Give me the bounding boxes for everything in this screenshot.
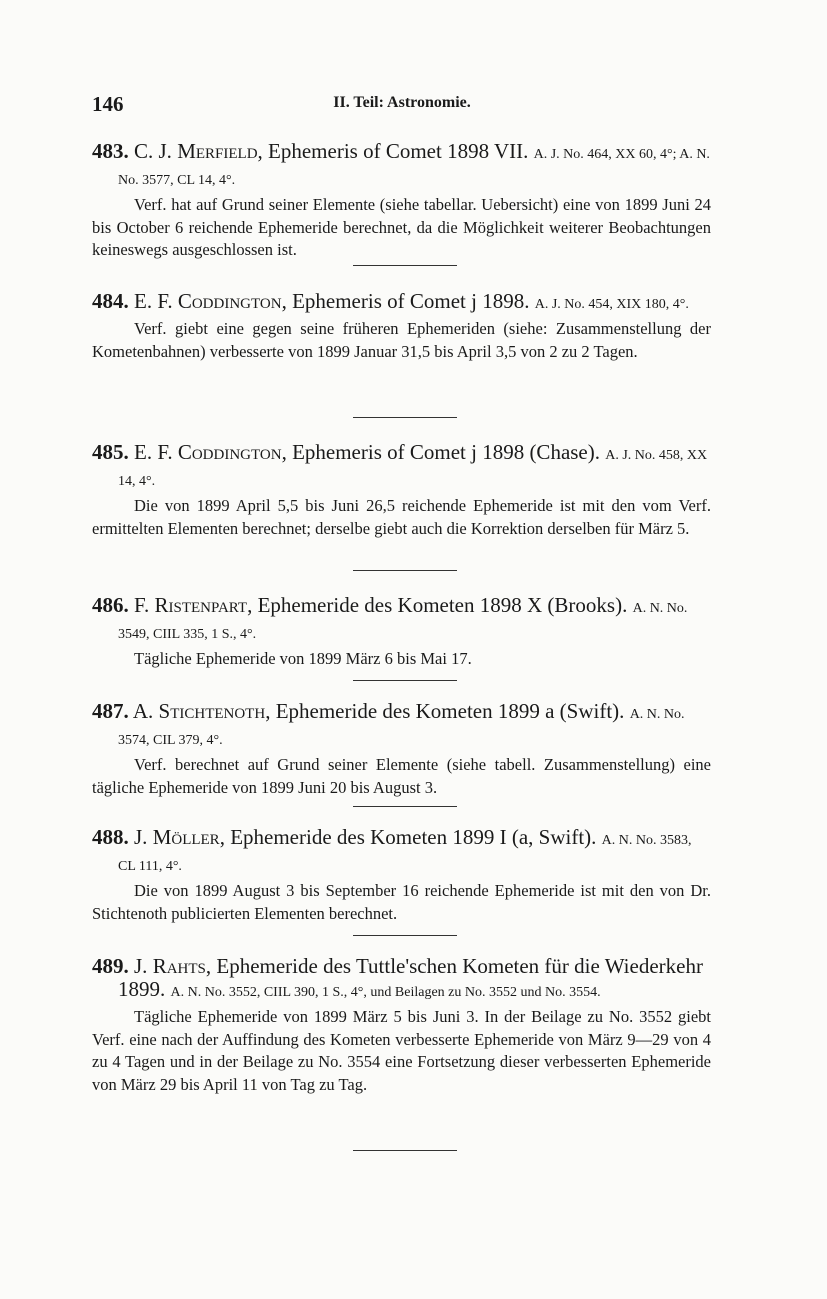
author-initials: E. F. — [134, 440, 173, 464]
author-initials: E. F. — [134, 289, 173, 313]
entry-abstract: Tägliche Ephemeride von 1899 März 6 bis Mai 17. — [134, 649, 472, 668]
entry-citation: A. N. No. 3552, CIIL 390, 1 S., 4°, und Beilagen zu No. 3552 und No. 3554. — [170, 985, 601, 1000]
entry-number: 485. — [92, 440, 129, 464]
entry-citation: A. J. No. 458, XX 14, 4°. — [118, 448, 708, 489]
entry-number: 483. — [92, 139, 129, 163]
entry-heading — [92, 290, 711, 316]
author-name: Rahts — [152, 954, 206, 978]
entry-number: 486. — [92, 593, 129, 617]
entry-486 — [92, 594, 711, 671]
entry-citation: A. N. No. 3549, CIIL 335, 1 S., 4°. — [118, 601, 688, 642]
running-head — [92, 92, 712, 122]
running-title: II. Teil: Astronomie. — [333, 94, 471, 111]
entry-citation: A. J. No. 464, XX 60, 4°; A. N. No. 3577, CL 14, 4°. — [118, 147, 710, 188]
entry-abstract: Verf. hat auf Grund seiner Elemente (siehe tabellar. Uebersicht) eine von 1899 Juni 24 bis October 6 reichende Ephemeride berechnet, da die Möglichkeit weiterer Beobachtungen keineswegs ausgeschlossen ist. — [92, 195, 711, 259]
entry-abstract: Die von 1899 April 5,5 bis Juni 26,5 reichende Ephemeride ist mit den vom Verf. ermittelten Elementen berechnet; derselbe giebt auch die Korrektion derselben für März 5. — [92, 496, 711, 538]
author-name: Coddington — [177, 289, 282, 313]
entry-heading — [92, 594, 711, 646]
entry-abstract: Tägliche Ephemeride von 1899 März 5 bis Juni 3. In der Beilage zu No. 3552 giebt Verf. eine nach der Auffindung des Kometen verbesserte Ephemeride von März 9—29 von 4 zu 4 Tagen und in der Beilage zu No. 3554 eine Fortsetzung dieser verbesserten Ephemeride von März 29 bis April 11 von Tag zu Tag. — [92, 1007, 711, 1094]
entry-heading — [92, 441, 711, 493]
separator-rule — [353, 935, 457, 936]
entry-title: , Ephemeride des Tuttle'schen Kometen für die Wiederkehr 1899. — [118, 954, 703, 1001]
entry-489 — [92, 955, 711, 1096]
entry-title: , Ephemeris of Comet 1898 VII. — [257, 139, 529, 163]
separator-rule — [353, 265, 457, 266]
separator-rule — [353, 680, 457, 681]
entry-485 — [92, 441, 711, 540]
entry-title: , Ephemeride des Kometen 1898 X (Brooks). — [247, 593, 628, 617]
entry-heading — [92, 140, 711, 192]
author-initials: C. J. — [134, 139, 172, 163]
entry-488 — [92, 826, 711, 925]
entry-abstract: Verf. giebt eine gegen seine früheren Ephemeriden (siehe: Zusammenstellung der Kometenbahnen) verbesserte von 1899 Januar 31,5 bis April 3,5 von 2 zu 2 Tagen. — [92, 319, 711, 361]
separator-rule — [353, 1150, 457, 1151]
entry-heading — [92, 700, 711, 752]
author-name: Merfield — [177, 139, 258, 163]
entry-title: , Ephemeride des Kometen 1899 a (Swift). — [265, 699, 625, 723]
separator-rule — [353, 806, 457, 807]
separator-rule — [353, 417, 457, 418]
author-initials: J. — [134, 954, 148, 978]
author-initials: J. — [134, 825, 148, 849]
entry-heading — [92, 955, 711, 1004]
entry-citation: A. N. No. 3574, CIL 379, 4°. — [118, 707, 685, 748]
entry-number: 484. — [92, 289, 129, 313]
author-initials: A. — [132, 699, 154, 723]
author-name: Ristenpart — [154, 593, 248, 617]
entry-abstract: Die von 1899 August 3 bis September 16 reichende Ephemeride ist mit den von Dr. Stichtenoth publicierten Elementen berechnet. — [92, 881, 711, 923]
entry-487 — [92, 700, 711, 799]
author-name: Stichtenoth — [158, 699, 266, 723]
entry-number: 488. — [92, 825, 129, 849]
entry-number: 489. — [92, 954, 129, 978]
entry-title: , Ephemeris of Comet j 1898 (Chase). — [281, 440, 600, 464]
author-initials: F. — [134, 593, 150, 617]
entry-abstract: Verf. berechnet auf Grund seiner Elemente (siehe tabell. Zusammenstellung) eine tägliche Ephemeride von 1899 Juni 20 bis August 3. — [92, 755, 711, 797]
entry-title: , Ephemeride des Kometen 1899 I (a, Swift). — [219, 825, 597, 849]
entry-citation: A. J. No. 454, XIX 180, 4°. — [534, 297, 689, 312]
entry-heading — [92, 826, 711, 878]
entry-title: , Ephemeris of Comet j 1898. — [281, 289, 530, 313]
entry-number: 487. — [92, 699, 129, 723]
page-number: 146 — [92, 92, 124, 116]
entry-citation: A. N. No. 3583, CL 111, 4°. — [118, 833, 692, 874]
author-name: Coddington — [177, 440, 282, 464]
author-name: Möller — [152, 825, 220, 849]
entry-484 — [92, 290, 711, 363]
entry-483 — [92, 140, 711, 262]
separator-rule — [353, 570, 457, 571]
